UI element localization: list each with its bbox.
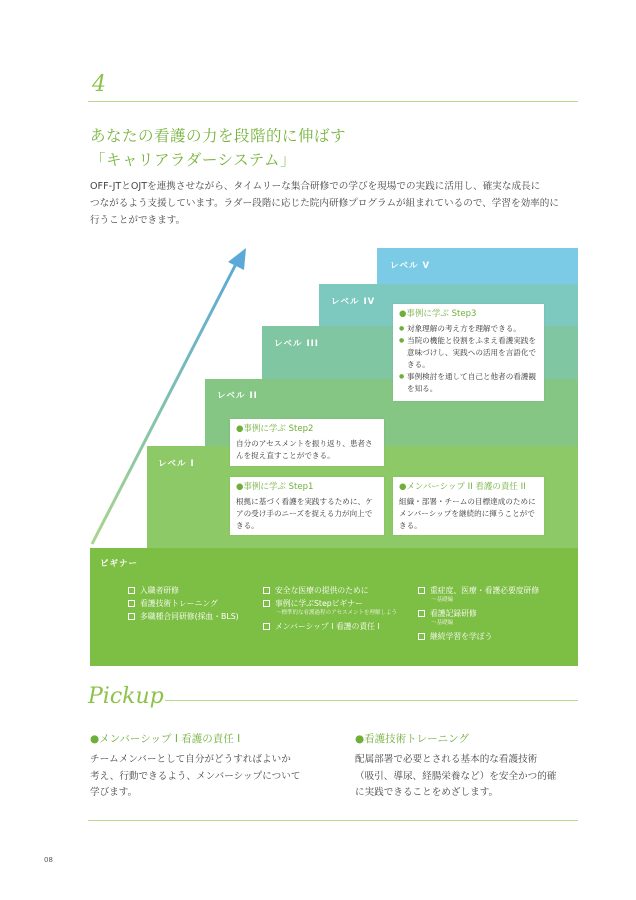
checklist-label: 看護技術トレーニング xyxy=(140,599,218,608)
checkbox-icon xyxy=(128,587,135,594)
checkbox-icon xyxy=(263,587,270,594)
chapter-number: 4 xyxy=(92,72,106,97)
beginner-list-col3 xyxy=(418,584,539,643)
checklist-item xyxy=(263,597,397,610)
checklist-label: メンバーシップ I 看護の責任 I xyxy=(275,622,380,631)
card-step3-title: ●事例に学ぶ Step3 xyxy=(399,309,477,319)
pickup-left-heading: ●メンバーシップ I 看護の責任 I xyxy=(90,733,241,745)
level-2-label: レベル II xyxy=(217,391,258,401)
level-4-label: レベル IV xyxy=(331,297,376,307)
page-number: 08 xyxy=(44,856,53,864)
card-step1 xyxy=(230,477,384,535)
checklist-label: 継続学習を学ぼう xyxy=(430,632,493,641)
pickup-title: Pickup xyxy=(88,684,164,709)
intro-text xyxy=(90,178,590,229)
checklist-sublabel: ～基礎編 xyxy=(431,597,454,603)
pickup-right-line: 配属部署で必要とされる基本的な看護技術 xyxy=(355,754,538,765)
beginner-list-col1 xyxy=(128,584,239,623)
checkbox-icon xyxy=(263,600,270,607)
checklist-sublabel: ～標準的な看護過程のアセスメントを理解しよう xyxy=(276,610,397,616)
intro-line: OFF-JTとOJTを連携させながら、タイムリーな集合研修での学びを現場での実践に活用し、確実な成長に xyxy=(90,181,541,192)
card-membership2 xyxy=(393,477,544,535)
card-step3-item: ● 対象理解の考え方を理解できる。 xyxy=(399,323,538,335)
checklist-item xyxy=(418,584,539,597)
checkbox-icon xyxy=(418,610,425,617)
checklist-label: 重症度、医療・看護必要度研修 xyxy=(430,586,540,595)
card-step3 xyxy=(393,304,544,401)
card-step3-item: ● 当院の機能と役割をふまえ看護実践を意味づけし、実践への活用を言語化できる。 xyxy=(399,335,538,371)
checklist-label: 事例に学ぶStepビギナー xyxy=(275,599,363,608)
checkbox-icon xyxy=(128,600,135,607)
checkbox-icon xyxy=(128,613,135,620)
footer-rule xyxy=(88,820,578,821)
chapter-rule xyxy=(88,101,578,102)
page-title-line2: 「キャリアラダーシステム」 xyxy=(90,151,296,169)
pickup-rule xyxy=(165,700,578,701)
intro-line: つながるよう支援しています。ラダー段階に応じた院内研修プログラムが組まれているので、学習を効率的に xyxy=(90,198,559,209)
beginner-label: ビギナー xyxy=(100,559,139,569)
card-step2-body: 自分のアセスメントを振り返り、患者さんを捉え直すことができる。 xyxy=(236,439,373,460)
pickup-right-heading: ●看護技術トレーニング xyxy=(355,733,469,745)
checklist-item xyxy=(128,610,239,623)
checkbox-icon xyxy=(263,623,270,630)
checklist-item xyxy=(263,620,397,633)
checklist-item xyxy=(128,597,239,610)
level-3-label: レベル III xyxy=(274,339,319,349)
pickup-left-line: 学びます。 xyxy=(90,787,138,798)
card-step1-body: 根拠に基づく看護を実践するために、ケアの受け手のニーズを捉える力が向上できる。 xyxy=(236,497,373,530)
checklist-item xyxy=(418,630,539,643)
card-membership2-body: 組織・部署・チームの目標達成のためにメンバーシップを継続的に揮うことができる。 xyxy=(399,497,536,530)
checklist-label: 入職者研修 xyxy=(140,586,179,595)
checklist-item xyxy=(263,584,397,597)
card-step1-title: ●事例に学ぶ Step1 xyxy=(236,482,314,492)
intro-line: 行うことができます。 xyxy=(90,215,186,226)
checklist-item xyxy=(128,584,239,597)
pickup-right-line: （吸引、導尿、経腸栄養など）を安全かつ的確 xyxy=(355,770,557,782)
beginner-list-col2 xyxy=(263,584,397,633)
card-step2-title: ●事例に学ぶ Step2 xyxy=(236,424,314,434)
card-step3-item: ● 事例検討を通して自己と他者の看護観を知る。 xyxy=(399,371,538,395)
page-title-line1: あなたの看護の力を段階的に伸ばす xyxy=(90,127,347,145)
pickup-left-line: 考え、行動できるよう、メンバーシップについて xyxy=(90,770,301,782)
checklist-sublabel: ～基礎編 xyxy=(431,620,454,626)
checklist-label: 多職種合同研修(採血・BLS) xyxy=(140,612,239,621)
level-1-label: レベル I xyxy=(158,459,195,469)
card-membership2-title: ●メンバーシップ II 看護の責任 II xyxy=(399,482,526,492)
checkbox-icon xyxy=(418,587,425,594)
checklist-item xyxy=(418,607,539,620)
pickup-left-body xyxy=(90,752,300,802)
card-step2 xyxy=(230,419,384,466)
checklist-label: 安全な医療の提供のために xyxy=(275,586,369,595)
checkbox-icon xyxy=(418,633,425,640)
checklist-label: 看護記録研修 xyxy=(430,609,477,618)
pickup-left-line: チームメンバーとして自分がどうすればよいか xyxy=(90,754,291,765)
level-5-label: レベル V xyxy=(390,261,431,271)
pickup-right-line: に実践できることをめざします。 xyxy=(355,787,499,798)
pickup-right-body xyxy=(355,752,556,802)
